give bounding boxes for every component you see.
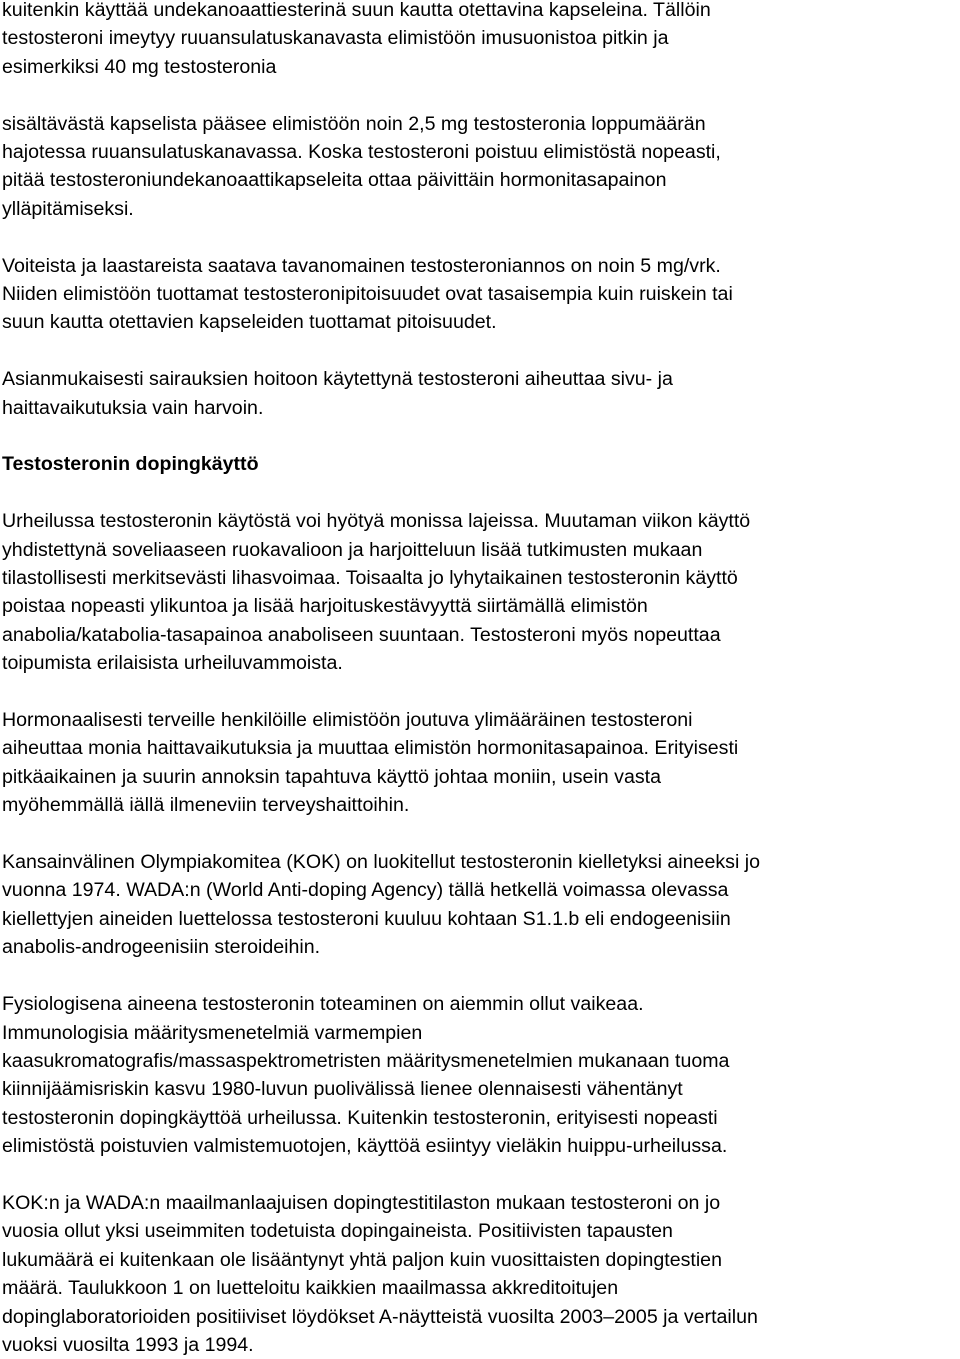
text-line: poistaa nopeasti ylikuntoa ja lisää harjoituskestävyyttä siirtämällä elimistön <box>2 595 648 618</box>
paragraph-gap <box>2 479 958 507</box>
text-line: myöhemmällä iällä ilmeneviin terveyshaittoihin. <box>2 794 410 817</box>
paragraph-capsule-absorption <box>2 0 958 81</box>
paragraph-gap <box>2 223 958 251</box>
text-line: dopinglaboratorioiden positiiviset löydökset A-näytteistä vuosilta 2003–2005 ja vertailun <box>2 1305 758 1328</box>
paragraph-prohibition <box>2 848 958 962</box>
text-line: hajotessa ruuansulatuskanavassa. Koska testosteroni poistuu elimistöstä nopeasti, <box>2 141 721 164</box>
text-line: toipumista erilaisista urheiluvammoista. <box>2 652 343 675</box>
text-line: yhdistettynä soveliaaseen ruokavalioon ja harjoitteluun lisää tutkimusten mukaan <box>2 538 703 561</box>
paragraph-statistics <box>2 1189 958 1359</box>
text-line: kiellettyjen aineiden luettelossa testosteroni kuuluu kohtaan S1.1.b eli endogeenisiin <box>2 907 731 930</box>
text-line: vuonna 1974. WADA:n (World Anti-doping Agency) tällä hetkellä voimassa olevassa <box>2 879 729 902</box>
text-line: esimerkiksi 40 mg testosteronia <box>2 55 277 78</box>
paragraph-side-effects <box>2 365 958 422</box>
section-heading: Testosteronin dopingkäyttö <box>2 453 259 476</box>
text-line: KOK:n ja WADA:n maailmanlaajuisen dopingtestitilaston mukaan testosteroni on jo <box>2 1191 721 1214</box>
paragraph-gap <box>2 678 958 706</box>
text-line: elimistöstä poistuvien valmistemuotojen, käyttöä esiintyy vieläkin huippu-urheilussa. <box>2 1135 728 1158</box>
paragraph-doping-benefits <box>2 507 958 677</box>
paragraph-gap <box>2 820 958 848</box>
text-line: pitää testosteroniundekanoaattikapseleita ottaa päivittäin hormonitasapainon <box>2 169 667 192</box>
text-line: pitkäaikainen ja suurin annoksin tapahtuva käyttö johtaa moniin, usein vasta <box>2 765 661 788</box>
paragraph-gels-patches <box>2 252 958 337</box>
paragraph-detection <box>2 990 958 1160</box>
text-line: tilastollisesti merkitsevästi lihasvoimaa. Toisaalta jo lyhytaikainen testosteronin käyttö <box>2 567 738 590</box>
text-line: kiinnijäämisriskin kasvu 1980-luvun puolivälissä lienee olennaisesti vähentänyt <box>2 1078 683 1101</box>
text-line: määrä. Taulukkoon 1 on luetteloitu kaikkien maailmassa akkreditoitujen <box>2 1277 619 1300</box>
text-line: Urheilussa testosteronin käytöstä voi hyötyä monissa lajeissa. Muutaman viikon käyttö <box>2 510 751 533</box>
text-line: suun kautta otettavien kapseleiden tuottamat pitoisuudet. <box>2 311 497 334</box>
text-line: Asianmukaisesti sairauksien hoitoon käytettynä testosteroni aiheuttaa sivu- ja <box>2 368 673 391</box>
text-line: Fysiologisena aineena testosteronin toteaminen on aiemmin ollut vaikeaa. <box>2 993 644 1016</box>
text-line: aiheuttaa monia haittavaikutuksia ja muuttaa elimistön hormonitasapainoa. Erityisesti <box>2 737 739 760</box>
paragraph-health-risks <box>2 706 958 820</box>
paragraph-gap <box>2 1161 958 1189</box>
text-line: anabolia/katabolia-tasapainoa anaboliseen suuntaan. Testosteroni myös nopeuttaa <box>2 623 721 646</box>
text-line: lukumäärä ei kuitenkaan ole lisääntynyt yhtä paljon kuin vuosittaisten dopingtestien <box>2 1248 722 1271</box>
text-line: Niiden elimistöön tuottamat testosteronipitoisuudet ovat tasaisempia kuin ruiskein tai <box>2 283 733 306</box>
text-line: Immunologisia määritysmenetelmiä varmempien <box>2 1021 423 1044</box>
paragraph-gap <box>2 337 958 365</box>
paragraph-capsule-dosage <box>2 110 958 224</box>
text-line: haittavaikutuksia vain harvoin. <box>2 396 264 419</box>
text-line: ylläpitämiseksi. <box>2 197 134 220</box>
text-line: kaasukromatografis/massaspektrometristen määritysmenetelmien mukanaan tuoma <box>2 1049 730 1072</box>
text-line: sisältävästä kapselista pääsee elimistöön noin 2,5 mg testosteronia loppumäärän <box>2 112 706 135</box>
text-line: Kansainvälinen Olympiakomitea (KOK) on luokitellut testosteronin kielletyksi aineeksi jo <box>2 851 760 874</box>
text-line: vuoksi vuosilta 1993 ja 1994. <box>2 1333 254 1356</box>
document-page <box>2 0 958 1359</box>
paragraph-gap <box>2 422 958 450</box>
text-line: testosteronin dopingkäyttöä urheilussa. Kuitenkin testosteronin, erityisesti nopeasti <box>2 1106 718 1129</box>
text-line: anabolis-androgeenisiin steroideihin. <box>2 936 321 959</box>
paragraph-gap <box>2 962 958 990</box>
text-line: Hormonaalisesti terveille henkilöille elimistöön joutuva ylimääräinen testosteroni <box>2 709 693 732</box>
text-line: vuosia ollut yksi useimmiten todetuista dopingaineista. Positiivisten tapausten <box>2 1220 673 1243</box>
text-line: kuitenkin käyttää undekanoaattiesterinä suun kautta otettavina kapseleina. Tällöin <box>2 0 711 21</box>
text-line: Voiteista ja laastareista saatava tavanomainen testosteroniannos on noin 5 mg/vrk. <box>2 254 721 277</box>
text-line: testosteroni imeytyy ruuansulatuskanavasta elimistöön imusuonistoa pitkin ja <box>2 27 669 50</box>
paragraph-gap <box>2 81 958 109</box>
